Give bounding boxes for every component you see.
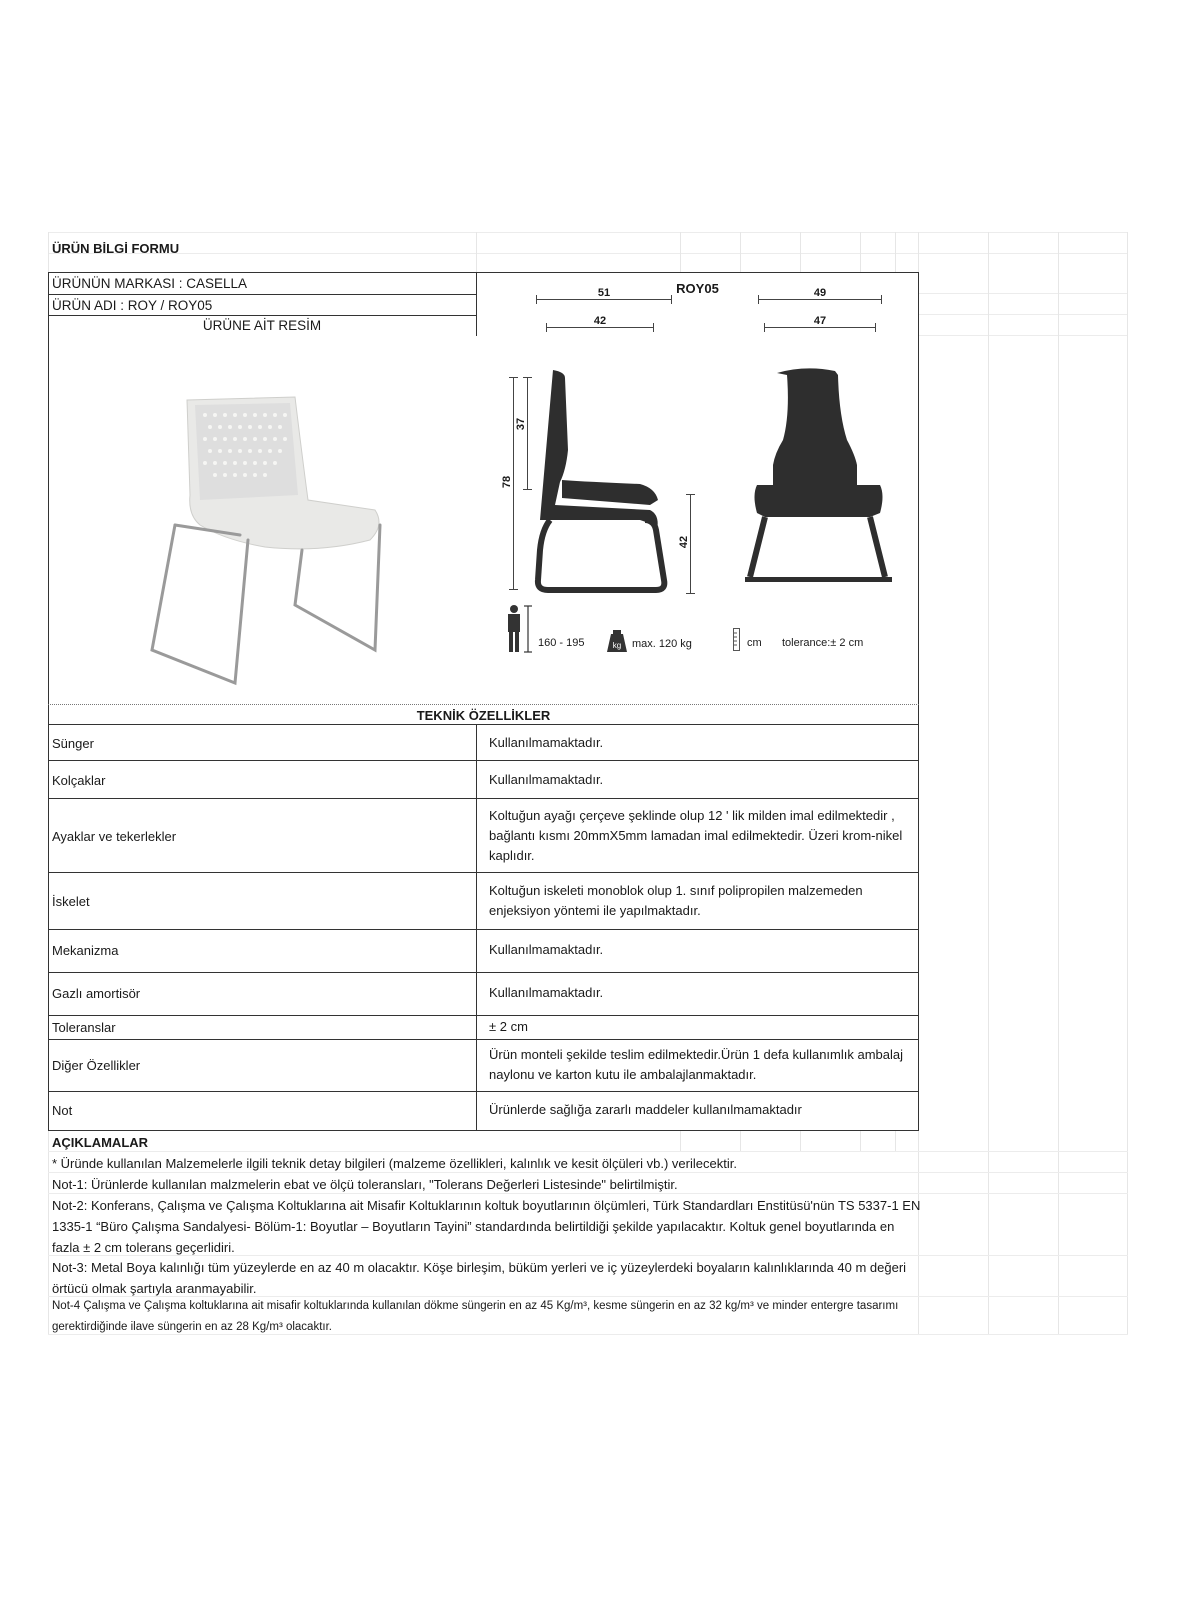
dimension-seat-height: 42 — [678, 535, 690, 549]
spec-value: Koltuğun ayağı çerçeve şeklinde olup 12 ' lik milden imal edilmektedir , bağlantı kısmı 20mmX5mm lamadan imal edilmektedir. Üzeri krom-nikel kaplıdır. — [489, 808, 903, 863]
gridline — [918, 335, 1128, 336]
note-item: Not-2: Konferans, Çalışma ve Çalışma Koltuklarına ait Misafir Koltuklarının koltuk boyutlarının ölçümleri, Türk Standardları Enstitüsü'nün TS 5337-1 EN 1335-1 “Büro Çalışma Sandalyesi- Bölüm-1: Boyutlar – Boyutların Tayini” standardında belirtildiği şekilde yapılacaktır. Koltuk genel boyutlarında en fazla ± 2 cm tolerans geçerlidiri. — [52, 1198, 921, 1255]
product-name-line: ÜRÜN ADI : ROY / ROY05 — [52, 298, 213, 313]
kg-badge: kg — [612, 641, 622, 650]
dimension-seat-width: 47 — [813, 315, 827, 327]
person-height-icon — [506, 604, 532, 654]
dimension-seat-depth: 42 — [593, 315, 607, 327]
notes-header: AÇIKLAMALAR — [52, 1135, 149, 1150]
divider — [48, 798, 919, 799]
gridline — [860, 1131, 861, 1151]
gridline — [895, 232, 896, 272]
gridline — [48, 232, 1128, 233]
unit-label: cm — [747, 637, 762, 649]
image-header: ÜRÜNE AİT RESİM — [202, 318, 322, 333]
divider — [48, 294, 476, 295]
gridline — [860, 232, 861, 272]
divider — [48, 1039, 919, 1040]
model-code: ROY05 — [676, 281, 719, 296]
spec-label: Diğer Özellikler — [52, 1058, 141, 1073]
dimension-ruler — [513, 377, 514, 590]
gridline — [918, 314, 1128, 315]
spec-value: Kullanılmamaktadır. — [489, 985, 604, 1000]
chair-front-silhouette — [745, 368, 892, 582]
gridline — [476, 232, 477, 272]
divider — [48, 929, 919, 930]
form-title: ÜRÜN BİLGİ FORMU — [52, 241, 180, 256]
gridline — [918, 293, 1128, 294]
dimension-ruler — [764, 327, 876, 328]
gridline — [895, 1131, 896, 1151]
gridline — [740, 232, 741, 272]
side-view-drawing — [520, 370, 680, 600]
gridline — [1127, 232, 1128, 1334]
dimension-total-width: 49 — [813, 287, 827, 299]
gridline — [800, 1131, 801, 1151]
spec-value: Ürünlerde sağlığa zararlı maddeler kullanılmamaktadır — [489, 1102, 802, 1117]
divider — [48, 724, 919, 725]
spec-value: Koltuğun iskeleti monoblok olup 1. sınıf polipropilen malzemeden enjeksiyon yöntemi ile yapılmaktadır. — [489, 883, 863, 918]
dimension-ruler — [536, 299, 672, 300]
gridline — [48, 253, 1128, 254]
divider — [48, 1015, 919, 1016]
note-item: Not-3: Metal Boya kalınlığı tüm yüzeylerde en az 40 m olacaktır. Köşe birleşim, büküm yerleri ve iç yüzeylerdeki boyaların kalınlıklarında 40 m değeri örtücü olmak şartıyla aranmayabilir. — [52, 1260, 907, 1296]
weight-kg-icon — [607, 628, 627, 652]
divider — [48, 315, 476, 316]
dimension-ruler — [546, 327, 654, 328]
specs-header: TEKNİK ÖZELLİKLER — [416, 708, 551, 723]
gridline — [988, 232, 989, 1334]
divider — [48, 1091, 919, 1092]
spec-value: Kullanılmamaktadır. — [489, 772, 604, 787]
chair-side-silhouette — [538, 370, 664, 590]
divider — [48, 972, 919, 973]
dimension-total-height: 78 — [501, 475, 513, 489]
front-view-drawing — [735, 365, 905, 595]
divider — [48, 704, 919, 705]
dimension-total-depth: 51 — [597, 287, 611, 299]
spec-value: ± 2 cm — [489, 1019, 528, 1034]
note-item: Not-1: Ürünlerde kullanılan malzmelerin ebat ve ölçü toleransları, "Tolerans Değerleri Listesinde" belirtilmiştir. — [52, 1177, 678, 1192]
max-load: max. 120 kg — [632, 638, 692, 650]
spec-label: Toleranslar — [52, 1020, 116, 1035]
dimension-ruler — [690, 494, 691, 594]
spec-value: Kullanılmamaktadır. — [489, 735, 604, 750]
product-photo — [140, 375, 390, 695]
dimension-back-height: 37 — [515, 417, 527, 431]
note-item: Not-4 Çalışma ve Çalışma koltuklarına ait misafir koltuklarında kullanılan dökme süngerin en az 45 Kg/m³, kesme süngerin en az 32 kg/m³ ve minder entergre tasarımı gerektirdiğinde ilave süngerin en az 28 Kg/m³ olacaktır. — [52, 1300, 899, 1333]
ruler-icon — [733, 628, 741, 652]
gridline — [1058, 232, 1059, 1334]
spec-label: Gazlı amortisör — [52, 986, 141, 1001]
divider — [48, 872, 919, 873]
spec-value: Ürün monteli şekilde teslim edilmektedir.Ürün 1 defa kullanımlık ambalaj naylonu ve karton kutu ile ambalajlanmaktadır. — [489, 1047, 904, 1082]
spec-label: İskelet — [52, 894, 90, 909]
gridline — [680, 232, 681, 272]
gridline — [800, 232, 801, 272]
spec-label: Not — [52, 1103, 73, 1118]
spec-label: Mekanizma — [52, 943, 119, 958]
spec-value: Kullanılmamaktadır. — [489, 942, 604, 957]
divider — [476, 724, 477, 1131]
dimension-ruler — [758, 299, 882, 300]
divider — [48, 760, 919, 761]
user-height-range: 160 - 195 — [538, 637, 585, 649]
spec-label: Sünger — [52, 736, 94, 751]
note-item: * Üründe kullanılan Malzemelerle ilgili teknik detay bilgileri (malzeme özellikleri, kalınlık ve kesit ölçüleri vb.) verilecektir. — [52, 1156, 737, 1171]
spec-label: Ayaklar ve tekerlekler — [52, 829, 177, 844]
chair-photo-illustration — [152, 397, 380, 683]
gridline — [48, 1151, 1128, 1152]
tolerance-label: tolerance:± 2 cm — [782, 637, 864, 649]
gridline — [740, 1131, 741, 1151]
brand-line: ÜRÜNÜN MARKASI : CASELLA — [52, 276, 248, 291]
gridline — [680, 1131, 681, 1151]
spec-label: Kolçaklar — [52, 773, 106, 788]
